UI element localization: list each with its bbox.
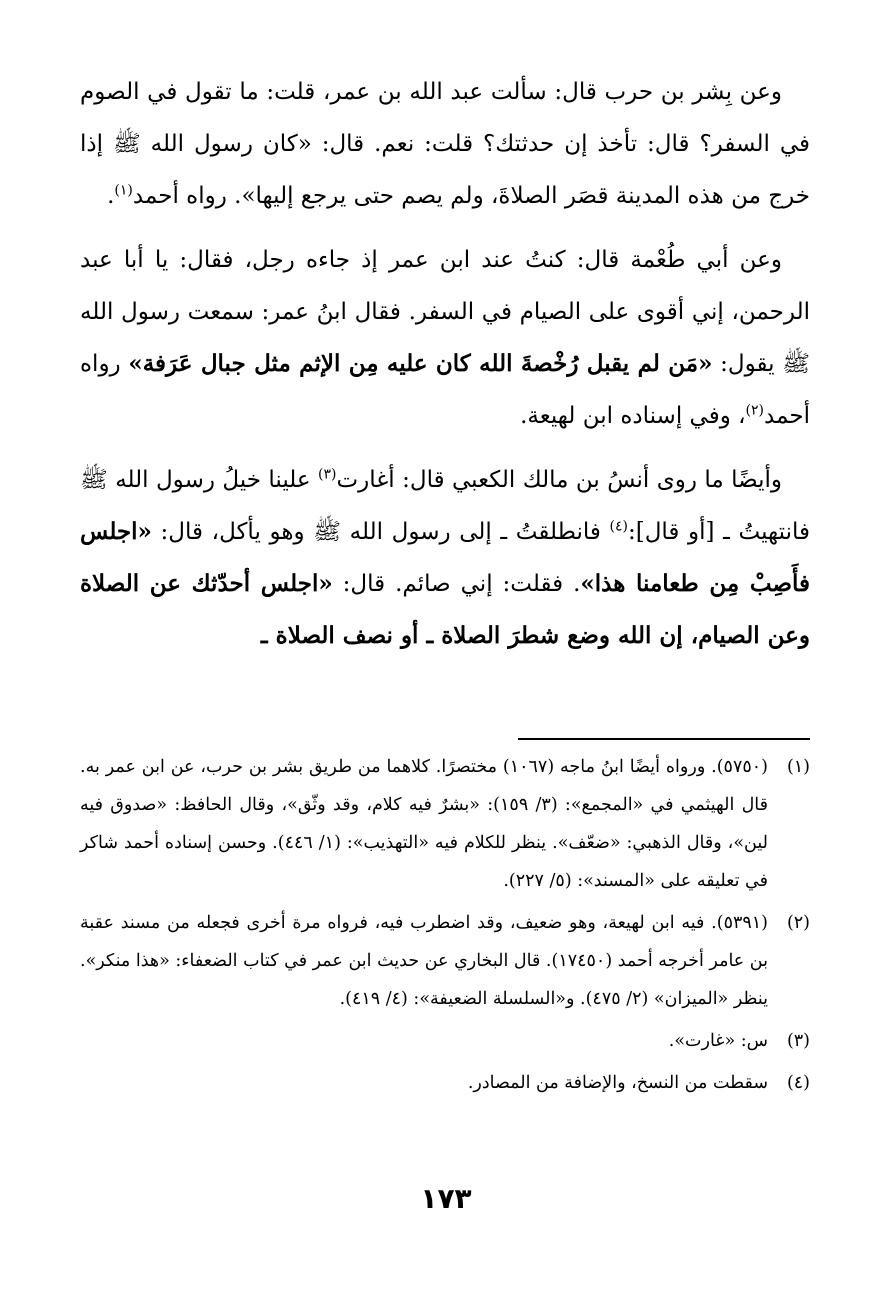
paragraph-bishr-ibn-harb: [80, 66, 810, 222]
footnote-number: (٢): [786, 913, 810, 933]
footnote-1: [80, 748, 810, 900]
footnote-ref-1[interactable]: (١): [114, 182, 133, 199]
hadith-quote: «مَن لم يقبل رُخْصةَ الله كان عليه مِن الإثم مثل جبال عَرَفة»: [128, 350, 713, 377]
paragraph-text: رواه أحمد: [80, 351, 810, 429]
footnote-text: (٥٣٩١). فيه ابن لهيعة، وهو ضعيف، وقد اضطرب فيه، فرواه مرة أخرى فجعله من مسند عقبة بن عامر أخرجه أحمد (١٧٤٥٠). قال البخاري عن حديث ابن عمر في كتاب الضعفاء: «هذا منكر». ينظر «الميزان» (٢/ ٤٧٥). و«السلسلة الضعيفة»: (٤/ ٤١٩).: [80, 913, 768, 1009]
hadith-quote: «اجلس أحدّثك عن الصلاة وعن الصيام، إن الله وضع شطرَ الصلاة ـ أو نصف الصلاة ـ: [80, 570, 810, 649]
paragraph-text: وعن أبي طُعْمة قال: كنتُ عند ابن عمر إذ جاءه رجل، فقال: يا أبا عبد الرحمن، إني أقوى على الصيام في السفر. فقال ابنُ عمر: سمعت رسول الله ﷺ يقول:: [80, 247, 810, 377]
paragraph-text: .: [107, 183, 115, 209]
footnote-ref-3[interactable]: (٣): [318, 466, 337, 483]
footnote-text: س: «غارت».: [668, 1031, 768, 1051]
paragraph-text: فانطلقتُ ـ إلى رسول الله ﷺ وهو يأكل، قال:: [151, 519, 610, 545]
footnote-number: (١): [786, 757, 810, 777]
footnote-2: [80, 904, 810, 1018]
paragraph-text: وعن بِشر بن حرب قال: سألت عبد الله بن عمر، قلت: ما تقول في الصوم في السفر؟ قال: تأخذ إن حدثتك؟ قلت: نعم. قال: «كان رسول الله ﷺ إذا خرج من هذه المدينة قصَر الصلاةَ، ولم يصم حتى يرجع إليها». رواه أحمد: [80, 79, 810, 209]
footnote-4: [80, 1064, 810, 1102]
paragraph-abi-tumah: [80, 234, 810, 442]
page-number: ١٧٣: [420, 1182, 472, 1215]
main-text: [80, 66, 810, 662]
footnotes: [80, 748, 810, 1106]
footnote-number: (٣): [786, 1031, 810, 1051]
paragraph-anas-ibn-malik: [80, 454, 810, 662]
footnote-ref-2[interactable]: (٢): [745, 402, 765, 419]
footnote-divider: [518, 738, 810, 740]
footnote-text: سقطت من النسخ، والإضافة من المصادر.: [467, 1073, 768, 1093]
footnote-ref-4[interactable]: (٤): [609, 518, 628, 535]
paragraph-text: ، وفي إسناده ابن لهيعة.: [520, 403, 746, 429]
paragraph-text: وأيضًا ما روى أنسُ بن مالك الكعبي قال: أغارت: [336, 467, 782, 493]
paragraph-text: علينا خيلُ رسول الله ﷺ فانتهيتُ ـ [أو قال]:: [80, 467, 810, 545]
footnote-text: (٥٧٥٠). ورواه أيضًا ابنُ ماجه (١٠٦٧) مختصرًا. كلاهما من طريق بشر بن حرب، عن ابن عمر به. قال الهيثمي في «المجمع»: (٣/ ١٥٩): «بشرٌ فيه كلام، وقد وثّق»، وقال الحافظ: «صدوق فيه لين»، وقال الذهبي: «ضعّف». ينظر للكلام فيه «التهذيب»: (١/ ٤٤٦). وحسن إسناده أحمد شاكر في تعليقه على «المسند»: (٥/ ٢٢٧).: [80, 757, 768, 891]
footnote-number: (٤): [786, 1073, 810, 1093]
hadith-quote: «اجلس فأَصِبْ مِن طعامنا هذا»: [80, 518, 810, 597]
paragraph-text: . فقلت: إني صائم. قال:: [332, 571, 581, 597]
footnote-3: [80, 1022, 810, 1060]
